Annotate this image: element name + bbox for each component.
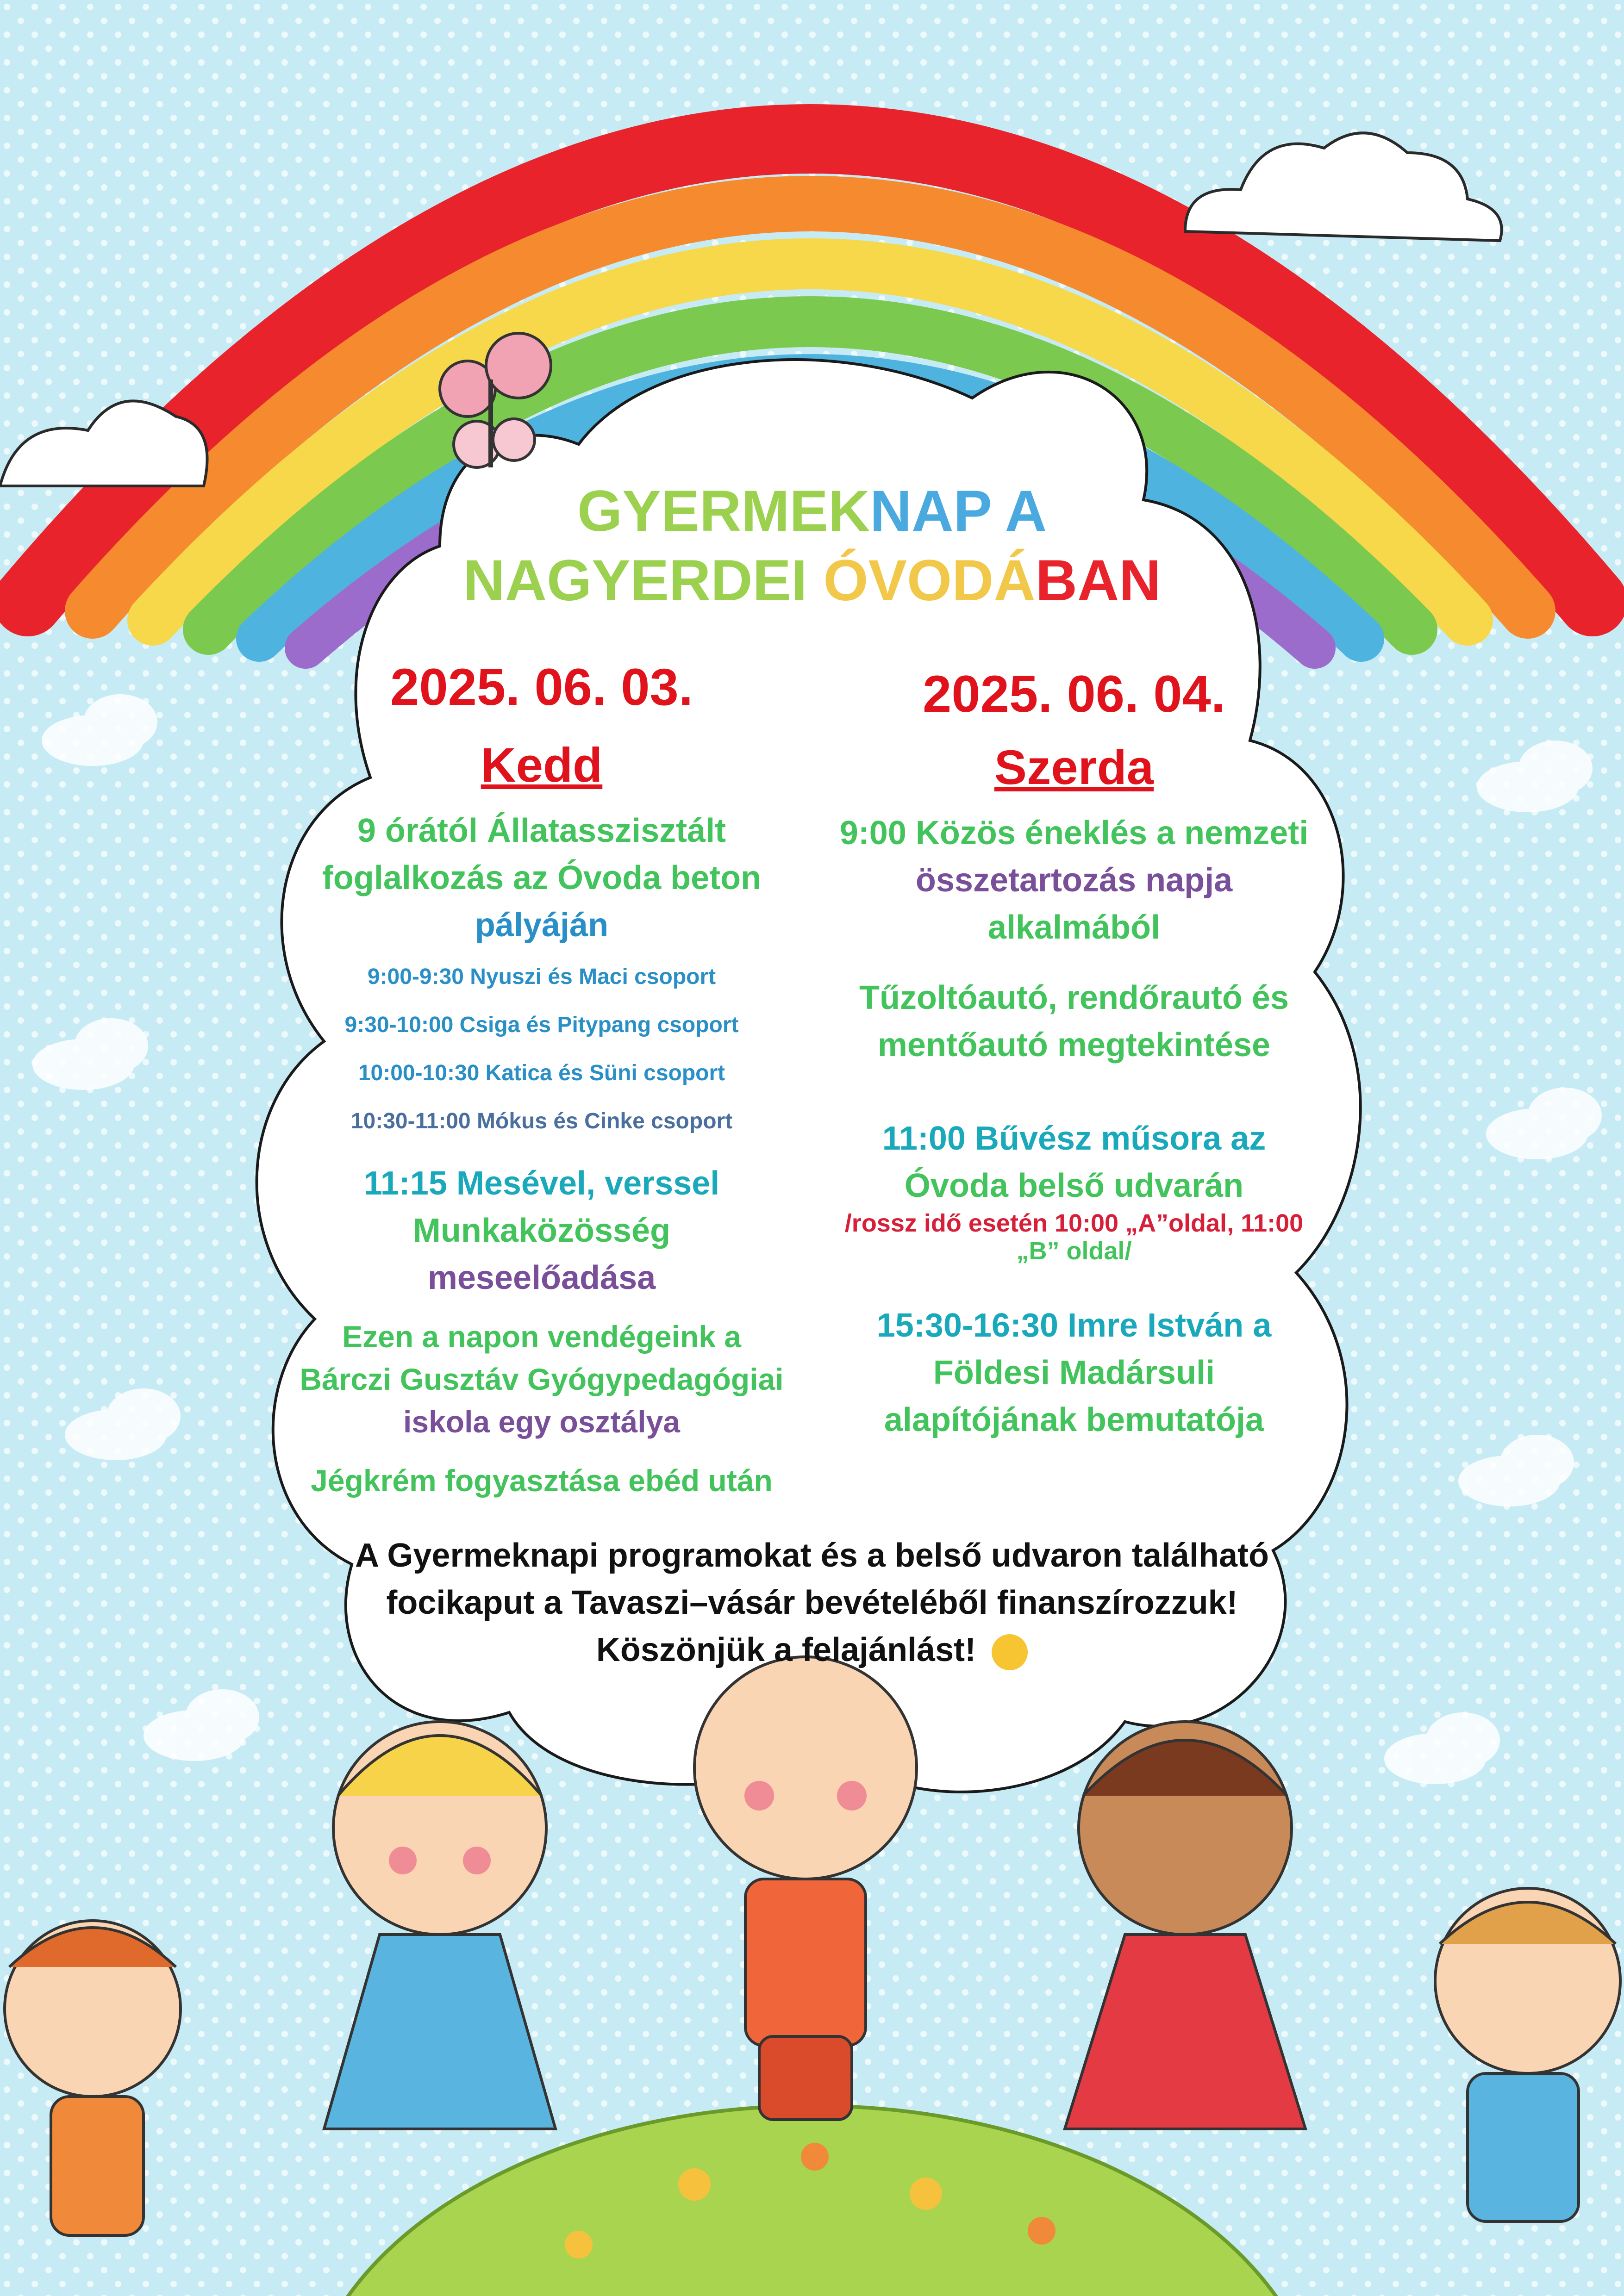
founder-line: alapítójának bemutatója <box>884 1401 1264 1438</box>
left-intro-line: foglalkozás az Óvoda beton <box>322 859 762 896</box>
vehicles-line: mentőautó megtekintése <box>877 1027 1271 1064</box>
group-slot: 10:30-11:00 Mókus és Cinke csoport <box>350 1109 733 1133</box>
left-groups <box>269 963 815 1155</box>
singing-line: 9:00 Közös éneklés a nemzeti <box>839 815 1309 852</box>
story-line: 11:15 Mesével, verssel <box>363 1165 720 1202</box>
vehicles-line: Tűzoltóautó, rendőrautó és <box>859 979 1289 1016</box>
right-founder <box>796 1302 1352 1444</box>
magician-line: 11:00 Bűvész műsora az <box>882 1120 1266 1157</box>
right-magician <box>796 1115 1352 1209</box>
left-column <box>269 657 815 1504</box>
icecream-text: Jégkrém fogyasztása ebéd után <box>311 1463 773 1498</box>
smile-emoji-icon <box>992 1634 1028 1670</box>
left-intro-line: 9 órától Állatasszisztált <box>357 812 726 849</box>
rain-note-line: „B” oldal/ <box>1016 1237 1132 1265</box>
left-day: Kedd <box>481 738 603 792</box>
singing-line: összetartozás napja <box>915 862 1233 899</box>
story-line: Munkaközösség <box>412 1212 671 1249</box>
singing-line: alkalmából <box>987 909 1161 946</box>
right-singing <box>796 809 1352 951</box>
founder-line: 15:30-16:30 Imre István a <box>876 1307 1272 1344</box>
guests-line: Ezen a napon vendégeink a <box>342 1319 741 1354</box>
left-intro-line: pályáján <box>475 907 609 944</box>
left-intro <box>269 807 815 949</box>
footer-line: A Gyermeknapi programokat és a belső udvaron található <box>355 1537 1269 1574</box>
footer-message <box>0 1532 1624 1674</box>
left-icecream <box>269 1457 815 1504</box>
group-slot: 9:00-9:30 Nyuszi és Maci csoport <box>367 964 716 989</box>
group-slot: 10:00-10:30 Katica és Süni csoport <box>358 1061 725 1085</box>
right-date: 2025. 06. 04. <box>923 665 1225 723</box>
page-title-line1: GYERMEKNAP A <box>577 479 1047 543</box>
left-guests <box>269 1315 815 1443</box>
footer-line: focikaput a Tavaszi–vásár bevételéből finanszírozzuk! <box>386 1584 1238 1621</box>
right-day: Szerda <box>994 740 1154 795</box>
rain-note-line: /rossz idő esetén 10:00 „A”oldal, 11:00 <box>844 1209 1304 1237</box>
guests-line: iskola egy osztálya <box>403 1405 680 1439</box>
left-story <box>269 1160 815 1301</box>
right-rain-note <box>796 1209 1352 1265</box>
page-title-line2: NAGYERDEI ÓVODÁBAN <box>463 548 1161 613</box>
magician-line: Óvoda belső udvarán <box>904 1167 1244 1204</box>
group-slot: 9:30-10:00 Csiga és Pitypang csoport <box>344 1013 739 1037</box>
footer-thanks: Köszönjük a felajánlást! <box>596 1631 976 1668</box>
guests-line: Bárczi Gusztáv Gyógypedagógiai <box>300 1362 784 1396</box>
founder-line: Földesi Madársuli <box>933 1354 1215 1391</box>
footer-line <box>0 1626 1624 1674</box>
left-date: 2025. 06. 03. <box>390 658 693 716</box>
right-column <box>796 657 1352 1444</box>
right-vehicles <box>796 974 1352 1069</box>
story-line: meseelőadása <box>427 1259 656 1296</box>
